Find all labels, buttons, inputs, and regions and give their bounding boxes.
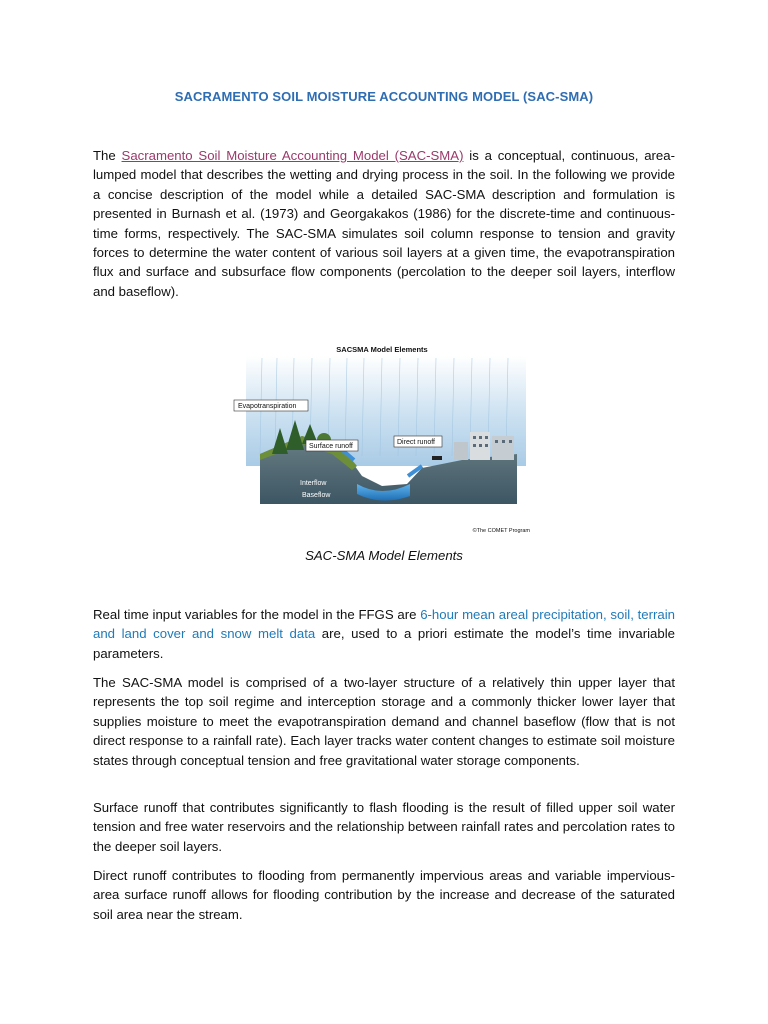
intro-prefix: The xyxy=(93,148,122,163)
inputs-suffix: are, used to a priori estimate the model’s time invariable parameters. xyxy=(93,626,675,661)
intro-suffix: is a conceptual, continuous, area-lumped model that describes the wetting and drying process in the soil. In the following we provide a concise description of the model while a detailed SAC-SMA description and formulation is presented in Burnash et al. (1973) and Georgakakos (1986) for the discrete-time and continuous-time forms, respectively. The SAC-SMA simulates soil column response to tension and gravity forces to determine the water content of various soil layers at a given time, the evapotranspiration flux and surface and subsurface flow components (percolation to the deeper soil layers, interflow and baseflow). xyxy=(93,148,675,299)
sac-sma-link[interactable]: Sacramento Soil Moisture Accounting Model (SAC-SMA) xyxy=(121,148,464,163)
label-evapotranspiration: Evapotranspiration xyxy=(238,403,297,410)
surface-runoff-paragraph: Surface runoff that contributes significantly to flash flooding is the result of filled upper soil water tension and free water reservoirs and the relationship between rainfall rates and percolation rates to the deeper soil layers. xyxy=(93,800,675,854)
direct-runoff-paragraph: Direct runoff contributes to flooding from permanently impervious areas and variable impervious-area surface runoff allows for flooding contribution by the increase and decrease of the saturated soil area near the stream. xyxy=(93,868,675,922)
structure-paragraph: The SAC-SMA model is comprised of a two-layer structure of a relatively thin upper layer that represents the top soil regime and interception storage and a commonly thicker lower layer that supplies moisture to meet the evapotranspiration demand and channel baseflow (flow that is not direct response to a rainfall rate). Each layer tracks water content changes to estimate soil moisture states through conceptual tension and free gravitational water storage components. xyxy=(93,675,675,768)
figure-credit: ©The COMET Program xyxy=(472,528,530,534)
figure-title: SACSMA Model Elements xyxy=(336,345,428,354)
label-baseflow: Baseflow xyxy=(302,492,331,499)
document-title: SACRAMENTO SOIL MOISTURE ACCOUNTING MODEL (SAC-SMA) xyxy=(174,89,594,104)
label-direct-runoff: Direct runoff xyxy=(397,439,435,446)
figure-caption: SAC-SMA Model Elements xyxy=(305,548,463,563)
inputs-highlight: 6-hour mean areal precipitation, soil, terrain and land cover and snow melt data xyxy=(93,607,676,642)
label-surface-runoff: Surface runoff xyxy=(309,443,353,450)
inputs-paragraph xyxy=(93,605,675,663)
intro-paragraph xyxy=(93,146,675,301)
model-elements-figure xyxy=(232,336,532,536)
inputs-prefix: Real time input variables for the model in the FFGS are xyxy=(93,607,421,622)
label-interflow: Interflow xyxy=(300,480,327,487)
